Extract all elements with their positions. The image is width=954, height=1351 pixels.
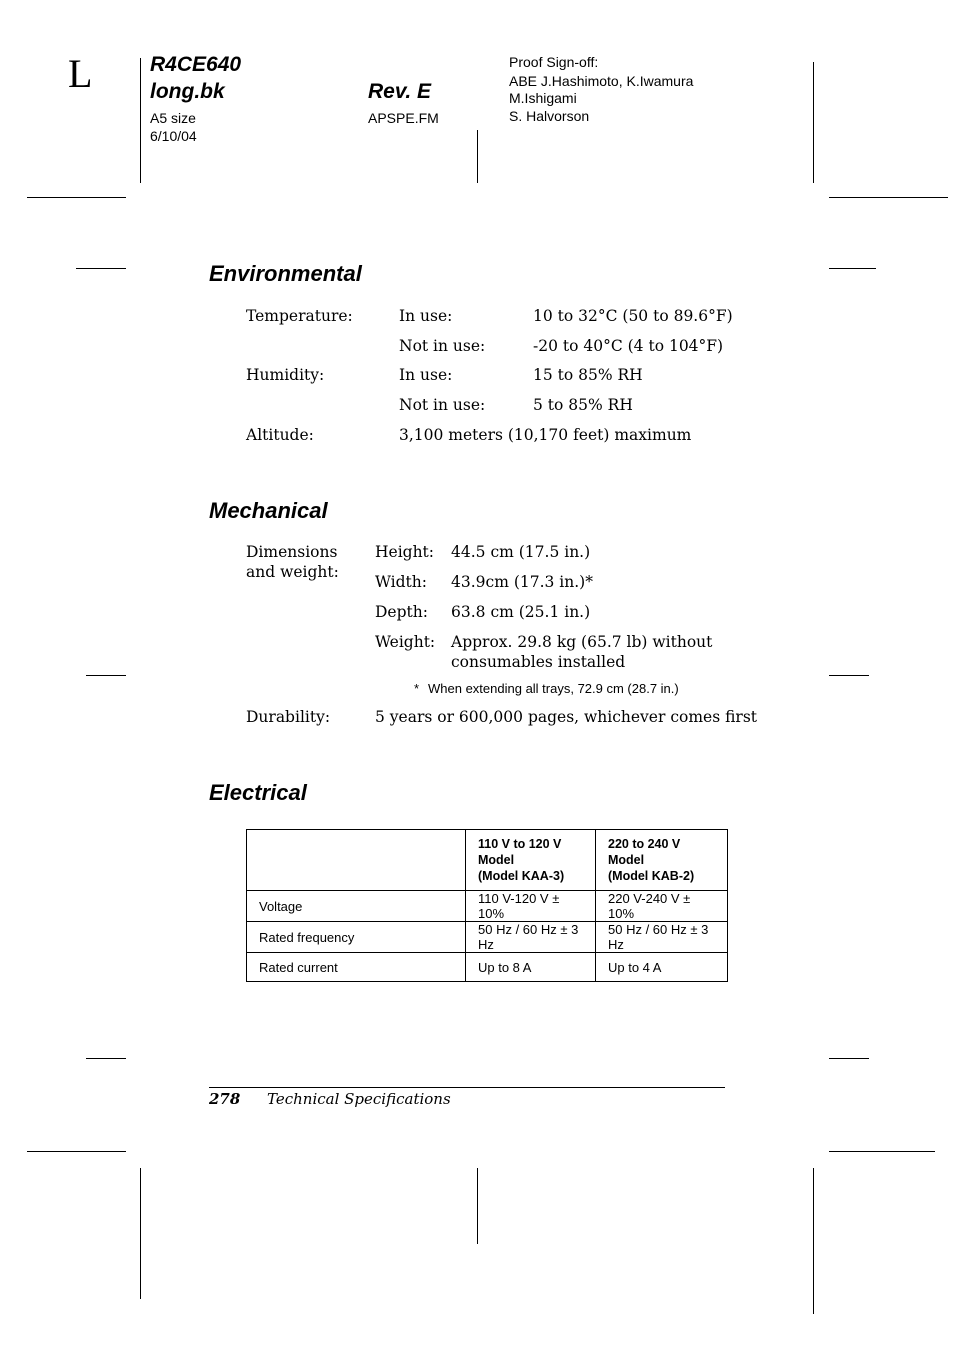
revision: Rev. E — [368, 80, 432, 103]
mechanical-heading: Mechanical — [209, 498, 328, 523]
height-value: 44.5 cm (17.5 in.) — [451, 543, 591, 561]
chapter-title: Technical Specifications — [267, 1090, 451, 1108]
header-line: (Model KAB-2) — [608, 869, 695, 883]
doc-code: R4CE640 — [150, 53, 242, 76]
header-cell-220v — [596, 830, 728, 891]
electrical-heading: Electrical — [209, 780, 307, 805]
temp-in-use-label: In use: — [399, 307, 453, 325]
table-row — [247, 891, 728, 922]
header-line: 110 V to 120 V — [478, 837, 562, 851]
row-label: Voltage — [247, 891, 466, 922]
weight-value: Approx. 29.8 kg (65.7 lb) without — [451, 633, 713, 651]
height-label: Height: — [375, 543, 435, 561]
row-label: Rated current — [247, 953, 466, 982]
width-value: 43.9cm (17.3 in.)* — [451, 573, 593, 591]
header-cell-empty — [247, 830, 466, 891]
corner-letter: L — [68, 51, 93, 96]
hum-not-in-use-label: Not in use: — [399, 396, 486, 414]
table-header-row — [247, 830, 728, 891]
paper-size: A5 size — [150, 110, 196, 126]
temp-not-in-use-value: -20 to 40°C (4 to 104°F) — [533, 337, 724, 355]
footnote: When extending all trays, 72.9 cm (28.7 in.) — [428, 681, 679, 696]
cell-110v: 110 V-120 V ± 10% — [466, 891, 596, 922]
proof-name: M.Ishigami — [509, 90, 577, 106]
proof-name: ABE J.Hashimoto, K.Iwamura — [509, 73, 694, 89]
book-name: long.bk — [150, 80, 225, 103]
cell-110v: Up to 8 A — [466, 953, 596, 982]
file-name: APSPE.FM — [368, 110, 439, 126]
durability-value: 5 years or 600,000 pages, whichever comes first — [375, 708, 758, 726]
header-line: Model — [478, 853, 515, 867]
proof-name: S. Halvorson — [509, 108, 590, 124]
cell-220v: Up to 4 A — [596, 953, 728, 982]
table-row — [247, 922, 728, 953]
row-label: Rated frequency — [247, 922, 466, 953]
durability-label: Durability: — [246, 708, 331, 726]
header-cell-110v — [466, 830, 596, 891]
dimensions-label: and weight: — [246, 563, 339, 581]
altitude-value: 3,100 meters (10,170 feet) maximum — [399, 426, 692, 444]
dimensions-label: Dimensions — [246, 543, 338, 561]
temp-not-in-use-label: Not in use: — [399, 337, 486, 355]
humidity-label: Humidity: — [246, 366, 325, 384]
cell-220v: 220 V-240 V ± 10% — [596, 891, 728, 922]
footnote-mark: * — [414, 681, 420, 696]
page-number: 278 — [209, 1090, 241, 1108]
altitude-label: Altitude: — [246, 426, 314, 444]
header-line: (Model KAA-3) — [478, 869, 565, 883]
electrical-table — [246, 829, 728, 982]
hum-not-in-use-value: 5 to 85% RH — [533, 396, 633, 414]
header-line: 220 to 240 V — [608, 837, 681, 851]
temp-in-use-value: 10 to 32°C (50 to 89.6°F) — [533, 307, 733, 325]
cell-110v: 50 Hz / 60 Hz ± 3 Hz — [466, 922, 596, 953]
hum-in-use-value: 15 to 85% RH — [533, 366, 643, 384]
depth-value: 63.8 cm (25.1 in.) — [451, 603, 591, 621]
environmental-heading: Environmental — [209, 261, 362, 286]
footer-rule — [209, 1087, 725, 1088]
proof-label: Proof Sign-off: — [509, 54, 599, 70]
temperature-label: Temperature: — [246, 307, 353, 325]
date: 6/10/04 — [150, 128, 197, 144]
hum-in-use-label: In use: — [399, 366, 453, 384]
depth-label: Depth: — [375, 603, 428, 621]
cell-220v: 50 Hz / 60 Hz ± 3 Hz — [596, 922, 728, 953]
header-line: Model — [608, 853, 645, 867]
width-label: Width: — [375, 573, 427, 591]
table-row — [247, 953, 728, 982]
weight-label: Weight: — [375, 633, 436, 651]
weight-value: consumables installed — [451, 653, 626, 671]
